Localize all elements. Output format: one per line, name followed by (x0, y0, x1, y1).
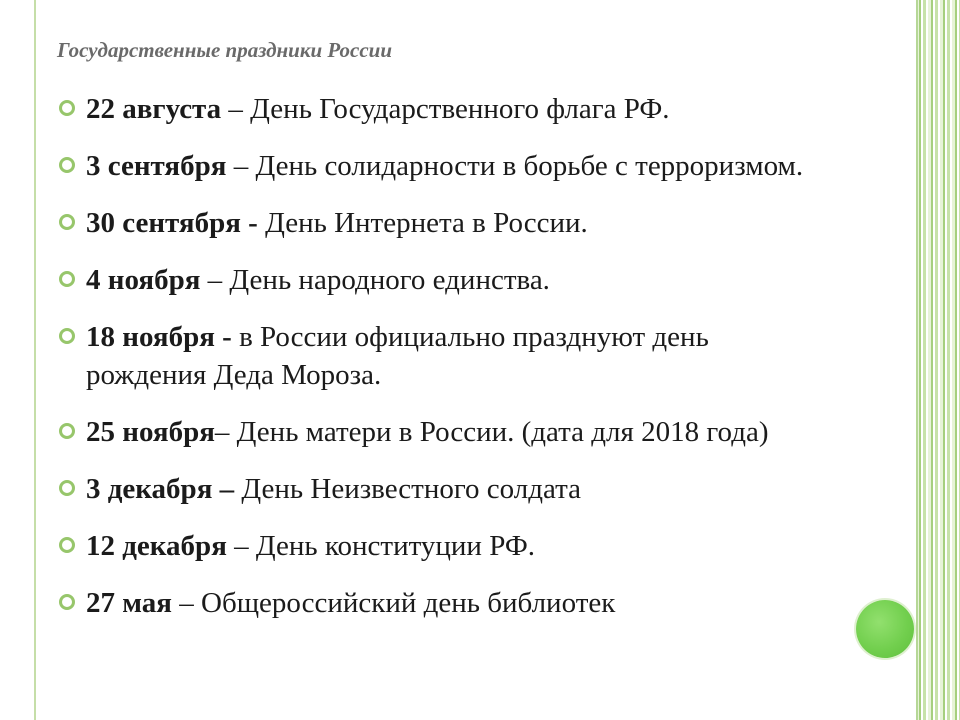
list-item (86, 527, 806, 565)
list-item (86, 584, 806, 622)
bullet-icon (59, 423, 75, 439)
holiday-description: – День матери в России. (дата для 2018 года) (214, 416, 769, 448)
bullet-icon (59, 157, 75, 173)
holiday-list (86, 90, 806, 641)
holiday-description: – День конституции РФ. (226, 530, 535, 562)
bullet-icon (59, 271, 75, 287)
holiday-description: – День Государственного флага РФ. (221, 93, 670, 125)
bullet-icon (59, 480, 75, 496)
holiday-date: 3 сентября (86, 150, 227, 182)
holiday-date: 27 мая (86, 587, 172, 619)
bullet-icon (59, 100, 75, 116)
holiday-date: 18 ноября - (86, 321, 232, 353)
holiday-description: в России официально празднуют день рождения Деда Мороза. (86, 321, 709, 391)
list-item (86, 261, 806, 299)
holiday-date: 12 декабря (86, 530, 227, 562)
list-item (86, 470, 806, 508)
holiday-date: 30 сентября - (86, 207, 258, 239)
left-frame-border (0, 0, 36, 720)
list-item (86, 147, 806, 185)
bullet-icon (59, 594, 75, 610)
list-item (86, 318, 806, 394)
holiday-date: 22 августа (86, 93, 222, 125)
holiday-description: – День солидарности в борьбе с терроризмом. (226, 150, 804, 182)
list-item (86, 90, 806, 128)
holiday-description: День Неизвестного солдата (234, 473, 582, 505)
slide-title: Государственные праздники России (57, 38, 393, 62)
list-item (86, 204, 806, 242)
right-decorative-stripes (916, 0, 960, 720)
green-circle-decoration (856, 600, 914, 658)
bullet-icon (59, 537, 75, 553)
bullet-icon (59, 214, 75, 230)
holiday-description: День Интернета в России. (257, 207, 588, 239)
holiday-description: – День народного единства. (200, 264, 550, 296)
list-item (86, 413, 806, 451)
holiday-description: – Общероссийский день библиотек (172, 587, 616, 619)
bullet-icon (59, 328, 75, 344)
holiday-date: 25 ноября (86, 416, 215, 448)
holiday-date: 3 декабря – (86, 473, 235, 505)
holiday-date: 4 ноября (86, 264, 201, 296)
